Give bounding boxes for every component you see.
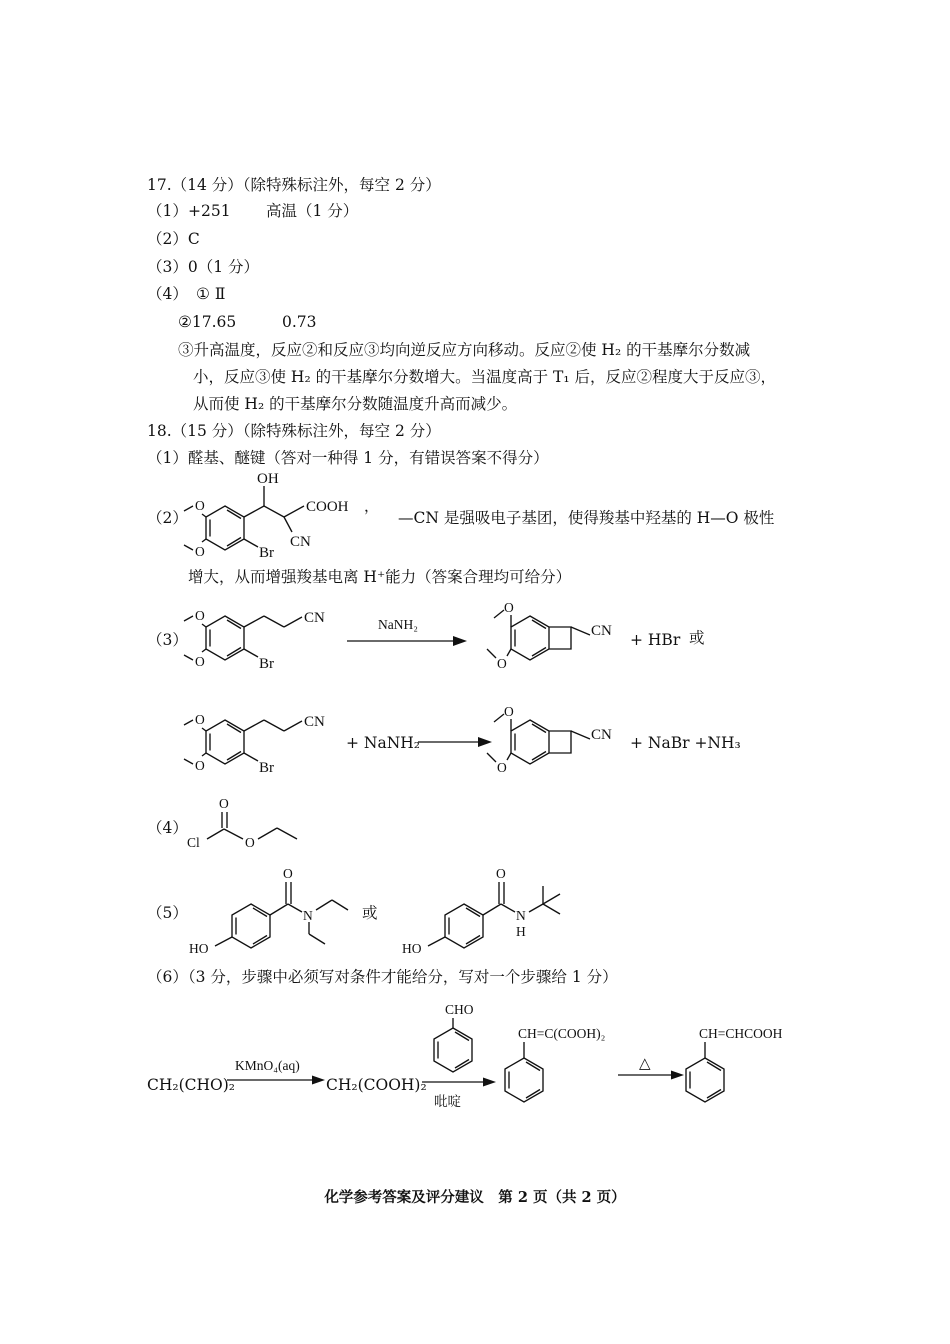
q17-a2: （2）C bbox=[147, 230, 200, 248]
q17-a4-3-line2: 小，反应③使 H₂ 的干基摩尔分数增大。当温度高于 T₁ 后，反应②程度大于反应③， bbox=[193, 368, 776, 386]
atom-oh: OH bbox=[257, 471, 279, 487]
atom-o: O bbox=[496, 866, 506, 881]
q17-a4-3-line3: 从而使 H₂ 的干基摩尔分数随温度升高而减少。 bbox=[193, 395, 518, 413]
heat-symbol: △ bbox=[639, 1056, 651, 1072]
atom-h: H bbox=[516, 924, 526, 939]
atom-o-top: O bbox=[195, 608, 205, 623]
q18-a5-label: （5） bbox=[147, 904, 188, 922]
q17-header: 17.（14 分）（除特殊标注外，每空 2 分） bbox=[147, 176, 441, 194]
atom-o-bottom: O bbox=[195, 654, 205, 669]
atom-o-bottom: O bbox=[497, 656, 507, 671]
q17-a4-2b: 0.73 bbox=[282, 313, 317, 331]
atom-ho: HO bbox=[402, 941, 422, 956]
q18-a1: （1）醛基、醚键（答对一种得 1 分，有错误答案不得分） bbox=[147, 449, 549, 467]
q18-a2-structure bbox=[180, 470, 380, 570]
group-cn: CN bbox=[290, 534, 311, 550]
q18-a3-product2 bbox=[478, 700, 628, 780]
atom-br: Br bbox=[259, 656, 274, 672]
q18-a3-product1 bbox=[478, 596, 628, 676]
atom-o-top: O bbox=[195, 712, 205, 727]
q18-a2-label: （2） bbox=[147, 509, 188, 527]
q17-a4-2a: ②17.65 bbox=[178, 313, 237, 331]
q18-a6-mid: CH₂(COOH)₂ bbox=[326, 1076, 427, 1094]
q18-a6-arrow2 bbox=[420, 1072, 500, 1112]
q18-header: 18.（15 分）（除特殊标注外，每空 2 分） bbox=[147, 422, 441, 440]
arrowhead bbox=[312, 1076, 325, 1085]
q18-a3-reactant2 bbox=[180, 706, 350, 786]
group-ch-c-cooh2: CH=C(COOH)₂ bbox=[518, 1026, 606, 1041]
solvent-pyridine: 吡啶 bbox=[434, 1094, 461, 1109]
atom-o-bottom: O bbox=[195, 758, 205, 773]
group-cn: CN bbox=[304, 714, 325, 730]
atom-o-bottom: O bbox=[195, 544, 205, 559]
q18-a3-label: （3） bbox=[147, 631, 188, 649]
atom-o-carbonyl: O bbox=[219, 796, 229, 811]
q18-a4-label: （4） bbox=[147, 819, 188, 837]
atom-o-ester: O bbox=[245, 835, 255, 850]
atom-br: Br bbox=[259, 760, 274, 776]
q18-a3-reactant bbox=[180, 602, 350, 682]
q18-a6-arrow1 bbox=[225, 1056, 335, 1090]
atom-ho: HO bbox=[189, 941, 209, 956]
q18-a2-text-line1: —CN 是强吸电子基团，使得羧基中羟基的 H—O 极性 bbox=[398, 509, 775, 527]
group-ch-chcooh: CH=CHCOOH bbox=[699, 1026, 783, 1041]
q17-a1-note: 高温（1 分） bbox=[266, 202, 359, 220]
q18-a5-or: 或 bbox=[362, 904, 378, 922]
atom-n: N bbox=[516, 908, 526, 923]
atom-cl: Cl bbox=[187, 835, 200, 850]
comma: ， bbox=[364, 499, 380, 515]
q18-a6: （6）（3 分，步骤中必须写对条件才能给分，写对一个步骤给 1 分） bbox=[147, 968, 618, 986]
reagent-nanh2: NaNH₂ bbox=[378, 617, 418, 632]
q18-a3-plus-hbr: + HBr bbox=[630, 631, 681, 649]
atom-o-top: O bbox=[195, 498, 205, 513]
q17-a4-3-line1: ③升高温度，反应②和反应③均向逆反应方向移动。反应②使 H₂ 的干基摩尔分数减 bbox=[178, 341, 751, 359]
q18-a5-structure2 bbox=[398, 860, 578, 960]
arrowhead bbox=[453, 636, 467, 646]
atom-br: Br bbox=[259, 545, 274, 561]
q18-a4-structure bbox=[185, 795, 315, 855]
q18-a6-product2 bbox=[676, 1022, 816, 1112]
q18-a2-text-line2: 增大，从而增强羧基电离 H⁺能力（答案合理均可给分） bbox=[188, 568, 572, 586]
q18-a6-start: CH₂(CHO)₂ bbox=[147, 1076, 235, 1094]
q17-a1-label: （1） bbox=[147, 202, 188, 220]
q17-a4-1: ① Ⅱ bbox=[196, 285, 226, 303]
reagent-kmno4: KMnO₄(aq) bbox=[235, 1058, 300, 1073]
group-cooh: COOH bbox=[306, 499, 349, 515]
group-cn: CN bbox=[591, 727, 612, 743]
q17-a4-label: （4） bbox=[147, 285, 188, 303]
atom-o-top: O bbox=[504, 600, 514, 615]
q18-a3-or: 或 bbox=[689, 629, 705, 647]
group-cn: CN bbox=[304, 610, 325, 626]
q18-a6-benzaldehyde bbox=[425, 998, 485, 1080]
q17-a3: （3）0（1 分） bbox=[147, 258, 260, 276]
group-cn: CN bbox=[591, 623, 612, 639]
group-cho: CHO bbox=[445, 1002, 474, 1017]
q18-a5-structure1 bbox=[185, 860, 355, 960]
q18-a6-product1 bbox=[495, 1022, 635, 1112]
atom-n: N bbox=[303, 908, 313, 923]
atom-o-top: O bbox=[504, 704, 514, 719]
atom-o: O bbox=[283, 866, 293, 881]
page-footer: 化学参考答案及评分建议 第 2 页（共 2 页） bbox=[324, 1189, 626, 1206]
q18-a3-plus-nabr: + NaBr +NH₃ bbox=[630, 734, 741, 752]
q17-a1-value: +251 bbox=[188, 202, 231, 220]
q18-a3-plus-nanh2: + NaNH₂ bbox=[346, 734, 421, 752]
q18-a3-arrow1 bbox=[345, 615, 475, 655]
atom-o-bottom: O bbox=[497, 760, 507, 775]
